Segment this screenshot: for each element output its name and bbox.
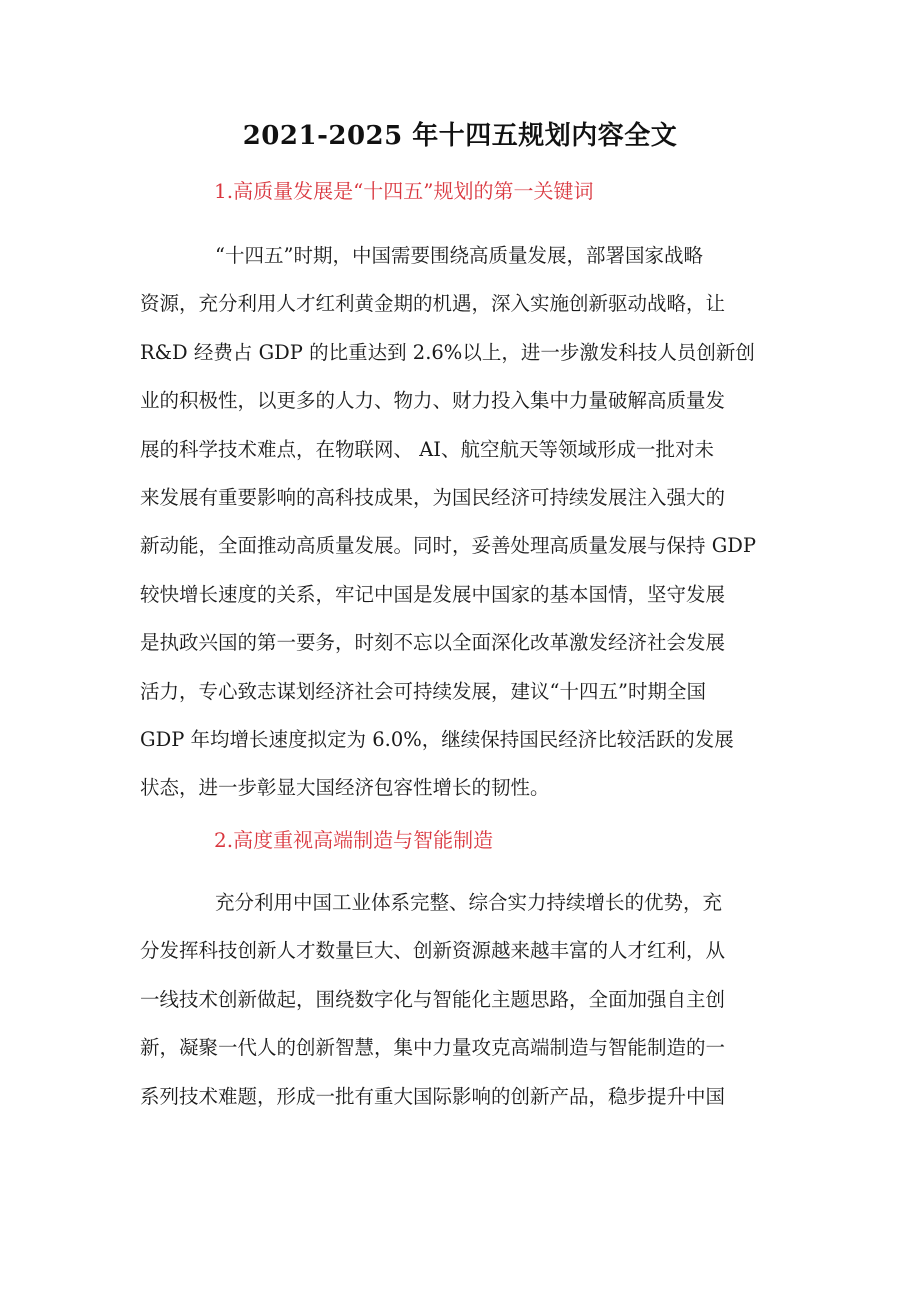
paragraph-line: 状态，进一步彰显大国经济包容性增长的韧性。 (140, 776, 550, 800)
paragraph-line: R&D 经费占 GDP 的比重达到 2.6%以上，进一步激发科技人员创新创 (140, 340, 755, 364)
paragraph-line: “十四五”时期，中国需要围绕高质量发展，部署国家战略 (215, 244, 703, 267)
paragraph-line: 资源，充分利用人才红利黄金期的机遇，深入实施创新驱动战略，让 (140, 292, 726, 316)
paragraph-line: 分发挥科技创新人才数量巨大、创新资源越来越丰富的人才红利，从 (140, 939, 726, 963)
paragraph-line: 展的科学技术难点，在物联网、 AI、航空航天等领域形成一批对未 (140, 437, 714, 461)
section-heading-1: 1.高质量发展是“十四五”规划的第一关键词 (214, 179, 594, 203)
section-1-paragraph (140, 232, 790, 813)
paragraph-line: 一线技术创新做起，围绕数字化与智能化主题思路，全面加强自主创 (140, 987, 726, 1011)
paragraph-line: 新动能，全面推动高质量发展。同时，妥善处理高质量发展与保持 GDP (140, 534, 757, 558)
paragraph-line: 充分利用中国工业体系完整、综合实力持续增长的优势，充 (215, 891, 723, 914)
document-title: 2021-2025 年十四五规划内容全文 (242, 121, 678, 151)
paragraph-line: 新，凝聚一代人的创新智慧，集中力量攻克高端制造与智能制造的一 (140, 1036, 726, 1060)
paragraph-line: 系列技术难题，形成一批有重大国际影响的创新产品，稳步提升中国 (140, 1084, 726, 1108)
paragraph-line: 是执政兴国的第一要务，时刻不忘以全面深化改革激发经济社会发展 (140, 631, 726, 655)
paragraph-line: GDP 年均增长速度拟定为 6.0%，继续保持国民经济比较活跃的发展 (140, 727, 734, 751)
paragraph-line: 业的积极性，以更多的人力、物力、财力投入集中力量破解高质量发 (140, 389, 726, 413)
paragraph-line: 来发展有重要影响的高科技成果，为国民经济可持续发展注入强大的 (140, 485, 726, 509)
paragraph-line: 较快增长速度的关系，牢记中国是发展中国家的基本国情，坚守发展 (140, 582, 726, 606)
paragraph-line: 活力，专心致志谋划经济社会可持续发展，建议“十四五”时期全国 (140, 679, 706, 703)
section-heading-2: 2.高度重视高端制造与智能制造 (214, 828, 494, 852)
section-2-paragraph (140, 879, 790, 1121)
